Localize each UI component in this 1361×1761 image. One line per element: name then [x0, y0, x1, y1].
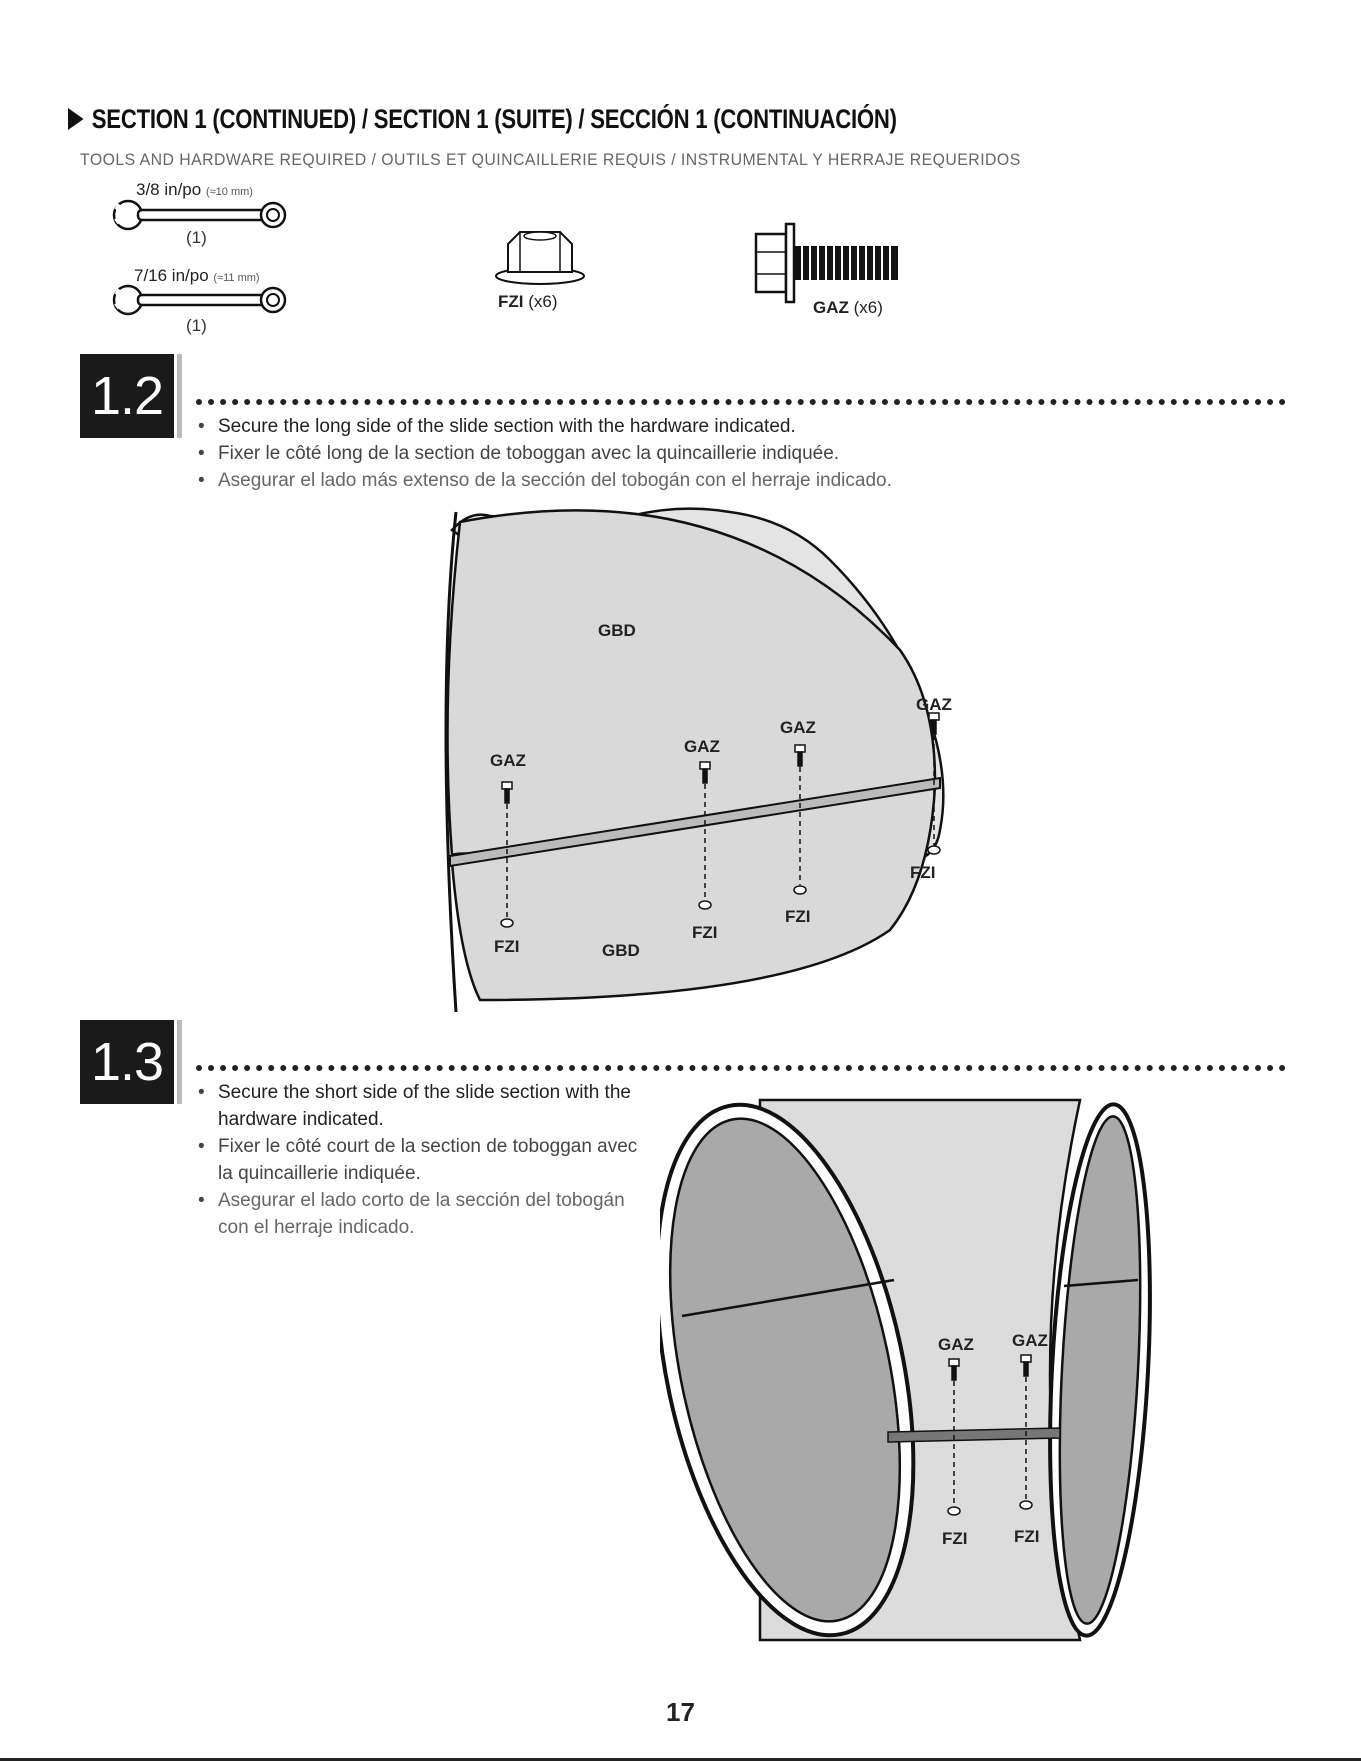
step-instructions — [196, 413, 1096, 494]
bolt-label: GAZ — [490, 751, 526, 770]
hardware-label-fzi: FZI (x6) — [498, 292, 558, 311]
bolt-label: GAZ — [780, 718, 816, 737]
nut-label: FZI — [910, 863, 936, 882]
part-label-upper: GBD — [598, 621, 636, 640]
step-1-3-diagram — [660, 1080, 1160, 1660]
dotted-divider — [196, 1065, 1286, 1071]
nut-label: FZI — [692, 923, 718, 942]
step-number-box: 1.2 — [80, 354, 174, 438]
nut-label: FZI — [1014, 1527, 1040, 1546]
page-number: 17 — [666, 1697, 695, 1727]
nut-label: FZI — [494, 937, 520, 956]
instruction-es: • Asegurar el lado más extenso de la sección del tobogán con el herraje indicado. — [196, 467, 1096, 494]
part-label-lower: GBD — [602, 941, 640, 960]
nut-label: FZI — [785, 907, 811, 926]
play-triangle-icon — [68, 108, 84, 130]
section-title: SECTION 1 (CONTINUED) / SECTION 1 (SUITE) / SECCIÓN 1 (CONTINUACIÓN) — [68, 104, 897, 135]
instruction-en: • Secure the long side of the slide section with the hardware indicated. — [196, 413, 1096, 440]
hardware-label-gaz: GAZ (x6) — [813, 298, 883, 317]
instruction-fr: • Fixer le côté court de la section de toboggan avec la quincaillerie indiquée. — [196, 1133, 656, 1187]
instruction-es: • Asegurar el lado corto de la sección del tobogán con el herraje indicado. — [196, 1187, 656, 1241]
bolt-label: GAZ — [1012, 1331, 1048, 1350]
tool-qty-1: (1) — [186, 228, 207, 247]
tool-size-2: 7/16 in/po (≈11 mm) — [134, 266, 260, 285]
step-instructions — [196, 1079, 656, 1241]
flange-bolt-icon — [752, 218, 908, 306]
tools-hardware-subtitle: TOOLS AND HARDWARE REQUIRED / OUTILS ET QUINCAILLERIE REQUIS / INSTRUMENTAL Y HERRAJE REQUERIDOS — [80, 150, 1021, 169]
instruction-en: • Secure the short side of the slide section with the hardware indicated. — [196, 1079, 656, 1133]
step-number-box: 1.3 — [80, 1020, 174, 1104]
tool-size-1: 3/8 in/po (≈10 mm) — [136, 180, 253, 199]
flange-nut-icon — [490, 224, 590, 288]
wrench-icon — [110, 198, 290, 232]
step-1-2-diagram — [430, 500, 970, 1020]
bolt-label: GAZ — [916, 695, 952, 714]
dotted-divider — [196, 399, 1286, 405]
bolt-label: GAZ — [684, 737, 720, 756]
instruction-fr: • Fixer le côté long de la section de toboggan avec la quincaillerie indiquée. — [196, 440, 1096, 467]
nut-label: FZI — [942, 1529, 968, 1548]
wrench-icon — [110, 283, 290, 317]
tool-qty-2: (1) — [186, 316, 207, 335]
bolt-label: GAZ — [938, 1335, 974, 1354]
